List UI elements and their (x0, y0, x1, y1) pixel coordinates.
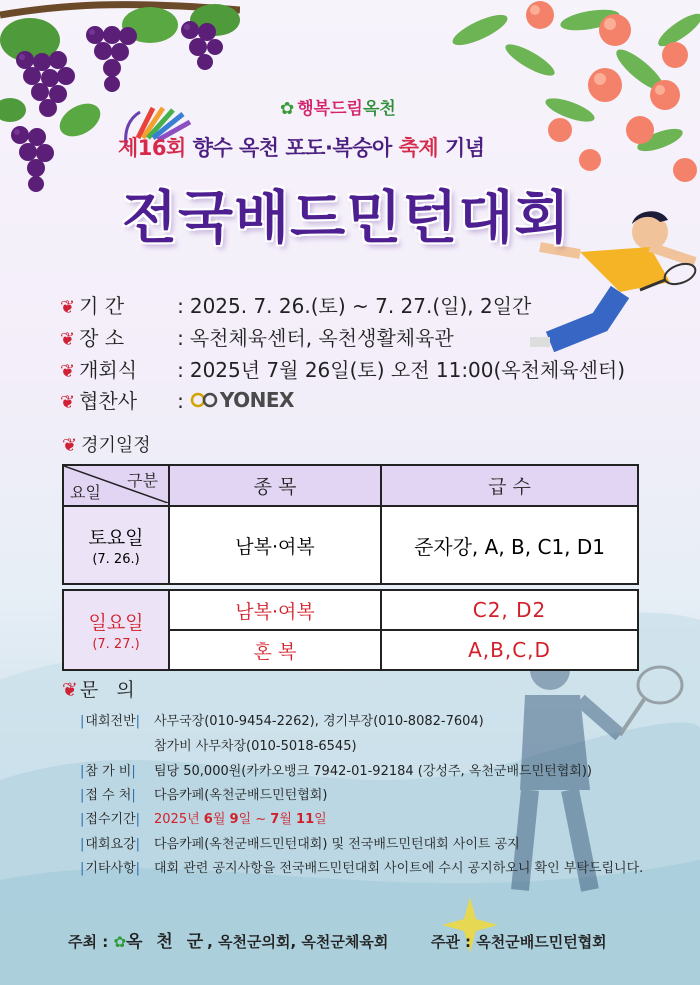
schedule-heading (62, 431, 151, 457)
event-cell: 남복·여복 (169, 506, 381, 584)
schedule-heading-text: 경기일정 (81, 435, 151, 456)
corner-header-cell (63, 465, 169, 506)
schedule-table (62, 464, 639, 671)
sponsor-name: YONEX (219, 388, 294, 412)
info-label: 개회식 (79, 358, 138, 382)
contact-label: 대회전반 (85, 714, 136, 729)
info-opening: ❦ 개회식 : 2025년 7월 26일(토) 오전 11:00(옥천체육센터) (60, 354, 625, 383)
contact-heading-text: 문 의 (79, 679, 141, 701)
organizer-label: 주관 : (430, 933, 472, 951)
info-label: 기 간 (79, 294, 125, 318)
subtitle-middle: 향수 옥천 포도·복숭아 (192, 136, 392, 160)
day-name: 토요일 (88, 527, 144, 549)
yonex-mark-icon (190, 392, 220, 408)
contact-label: 참 가 비 (85, 764, 132, 779)
bullet-icon: ❦ (60, 392, 76, 413)
contact-value: 참가비 사무차장(010-5018-6545) (154, 739, 357, 754)
page-title: 전국배드민턴대회 (122, 185, 571, 251)
event-subtitle (118, 132, 485, 162)
contact-heading (62, 675, 141, 702)
contact-value: 2025년 6월 9일 ~ 7월 11일 (154, 812, 327, 827)
contact-value: 다음카페(옥천군배드민턴협회) (154, 788, 328, 803)
contact-label: 기타사항 (85, 861, 136, 876)
info-label: 협찬사 (79, 389, 138, 413)
contact-row: |참 가 비| 팀당 50,000원(카카오뱅크 7942-01-92184 (강성주, 옥천군배드민턴협회)) (80, 764, 592, 779)
day-name: 일요일 (88, 612, 144, 634)
table-row (63, 506, 638, 584)
event-header: 종 목 (169, 465, 381, 506)
contact-value: 사무국장(010-9454-2262), 경기부장(010-8082-7604) (154, 714, 484, 729)
contact-row (80, 735, 357, 754)
footer (68, 927, 607, 952)
contact-row: |대회전반| 사무국장(010-9454-2262), 경기부장(010-8082-7604) (80, 714, 484, 729)
contact-row: |대회요강| 다음카페(옥천군배드민턴대회) 및 전국배드민턴대회 사이트 공지 (80, 837, 520, 852)
contact-row: |접 수 처| 다음카페(옥천군배드민턴협회) (80, 788, 328, 803)
grade-cell: 준자강, A, B, C1, D1 (381, 506, 638, 584)
corner-bottom-label: 요일 (70, 483, 101, 502)
contact-row: |접수기간| 2025년 6월 9일 ~ 7월 11일 (80, 812, 327, 827)
info-label: 장 소 (79, 326, 125, 350)
bullet-icon: ❦ (62, 679, 78, 701)
event-cell: 남복·여복 (169, 590, 381, 630)
contact-row: |기타사항| 대회 관련 공지사항을 전국배드민턴대회 사이트에 수시 공지하오니 확인 부탁드립니다. (80, 861, 644, 876)
info-sponsor: ❦ 협찬사 : YONEX (60, 385, 294, 414)
day-date: (7. 27.) (92, 637, 140, 652)
day-cell (63, 590, 169, 670)
subtitle-suffix: 기념 (445, 136, 485, 160)
host-label: 주최 : (68, 933, 109, 951)
clover-icon: ✿ (280, 99, 295, 119)
brand-logo (280, 94, 396, 119)
bullet-icon: ❦ (62, 435, 78, 456)
info-value: 2025. 7. 26.(토) ~ 7. 27.(일), 2일간 (189, 294, 532, 318)
brand-prefix: 행복드림 (297, 99, 363, 119)
info-value: 옥천체육센터, 옥천생활체육관 (189, 326, 454, 350)
yonex-logo (190, 388, 294, 412)
contact-value: 대회 관련 공지사항을 전국배드민턴대회 사이트에 수시 공지하오니 확인 부탁드립니다. (154, 861, 644, 876)
bullet-icon: ❦ (60, 361, 76, 382)
day-cell (63, 506, 169, 584)
grade-cell: C2, D2 (381, 590, 638, 630)
bullet-icon: ❦ (60, 329, 76, 350)
contact-label: 접 수 처 (85, 788, 132, 803)
contact-value: 팀당 50,000원(카카오뱅크 7942-01-92184 (강성주, 옥천군배드민턴협회)) (154, 764, 592, 779)
info-venue: ❦ 장 소 : 옥천체육센터, 옥천생활체육관 (60, 322, 454, 351)
grade-header: 급 수 (381, 465, 638, 506)
organizer-name: 옥천군배드민턴협회 (476, 933, 607, 951)
corner-top-label: 구분 (127, 471, 158, 490)
contact-label: 접수기간 (85, 812, 136, 827)
bullet-icon: ❦ (60, 297, 76, 318)
edition-label: 제16회 (118, 136, 186, 160)
brand-name: 옥천 (362, 99, 396, 119)
host-others: , 옥천군의회, 옥천군체육회 (207, 933, 389, 951)
contact-label: 대회요강 (85, 837, 136, 852)
grade-cell: A,B,C,D (381, 630, 638, 670)
info-value: 2025년 7월 26일(토) 오전 11:00(옥천체육센터) (189, 358, 626, 382)
table-header-row (63, 465, 638, 506)
day-date: (7. 26.) (92, 552, 140, 567)
contact-value: 다음카페(옥천군배드민턴대회) 및 전국배드민턴대회 사이트 공지 (154, 837, 520, 852)
subtitle-festival: 축제 (398, 136, 439, 160)
table-row (63, 590, 638, 630)
event-cell: 혼 복 (169, 630, 381, 670)
okcheon-logo-icon: ✿ (113, 933, 127, 951)
info-period: ❦ 기 간 : 2025. 7. 26.(토) ~ 7. 27.(일), 2일간 (60, 290, 531, 319)
host-name: 옥 천 군 (126, 932, 208, 952)
